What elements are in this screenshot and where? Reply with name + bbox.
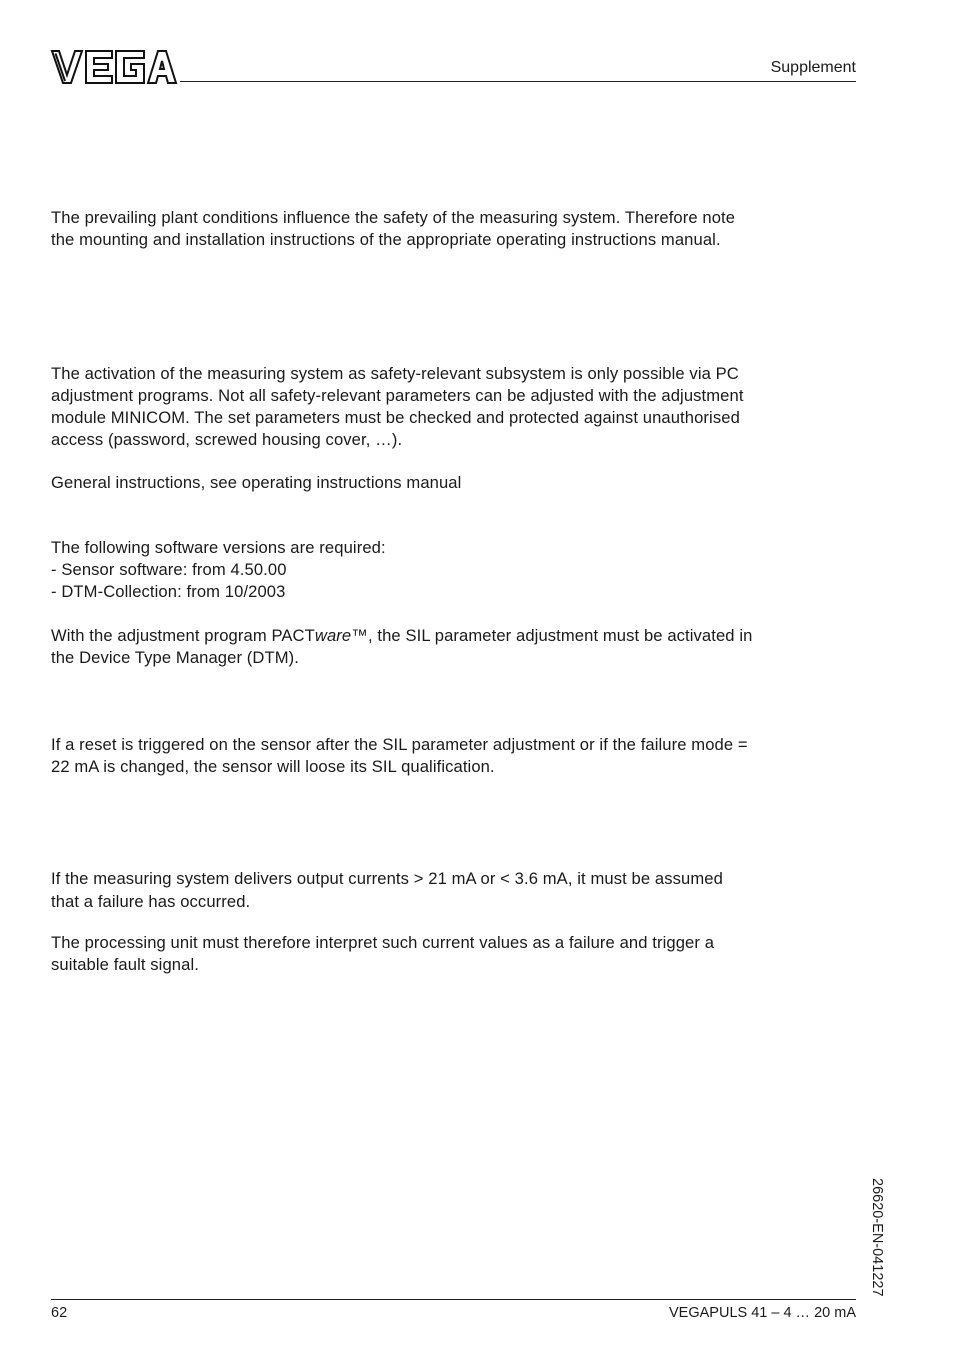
text-line: If the measuring system delivers output currents > 21 mA or < 3.6 mA, it must be assumed <box>51 869 723 888</box>
text-italic: ware <box>314 626 352 645</box>
list-item: - DTM-Collection: from 10/2003 <box>51 582 286 601</box>
text-line: suitable fault signal. <box>51 955 199 974</box>
paragraph-pactware <box>51 625 849 669</box>
text-line: General instructions, see operating instructions manual <box>51 473 462 492</box>
paragraph-processing-unit <box>51 932 849 976</box>
paragraph-reset <box>51 734 849 778</box>
text-line: The processing unit must therefore interpret such current values as a failure and trigger a <box>51 933 715 952</box>
paragraph-software-versions <box>51 537 849 603</box>
text-line: adjustment programs. Not all safety-relevant parameters can be adjusted with the adjustment <box>51 386 744 405</box>
vega-logo <box>50 48 178 86</box>
text-line: the mounting and installation instructions of the appropriate operating instructions manual. <box>51 230 721 249</box>
section-label: Supplement <box>770 59 856 76</box>
list-item: - Sensor software: from 4.50.00 <box>51 560 287 579</box>
product-name: VEGAPULS 41 – 4 … 20 mA <box>669 1305 856 1321</box>
text-line: The prevailing plant conditions influence the safety of the measuring system. Therefore note <box>51 208 736 227</box>
header-rule <box>180 81 856 82</box>
document-code: 26620-EN-041227 <box>869 1178 885 1297</box>
text-line: that a failure has occurred. <box>51 892 251 911</box>
text-fragment: With the adjustment program PACT <box>51 626 315 645</box>
text-fragment: ™, the SIL parameter adjustment must be activated in <box>351 626 753 645</box>
text-line: 22 mA is changed, the sensor will loose its SIL qualification. <box>51 757 495 776</box>
footer-rule <box>51 1299 856 1300</box>
text-line: The activation of the measuring system as safety-relevant subsystem is only possible via PC <box>51 364 739 383</box>
text-line: access (password, screwed housing cover, …). <box>51 430 403 449</box>
text-line: the Device Type Manager (DTM). <box>51 648 300 667</box>
text-line: The following software versions are required: <box>51 538 386 557</box>
paragraph-output-currents <box>51 867 849 913</box>
text-line: module MINICOM. The set parameters must be checked and protected against unauthorised <box>51 408 740 427</box>
text-line: If a reset is triggered on the sensor after the SIL parameter adjustment or if the failure mode = <box>51 735 748 754</box>
text-line <box>51 625 849 647</box>
page-number: 62 <box>51 1305 68 1321</box>
paragraph-plant-conditions <box>51 207 849 251</box>
paragraph-activation <box>51 363 849 451</box>
paragraph-general-instructions <box>51 472 849 494</box>
